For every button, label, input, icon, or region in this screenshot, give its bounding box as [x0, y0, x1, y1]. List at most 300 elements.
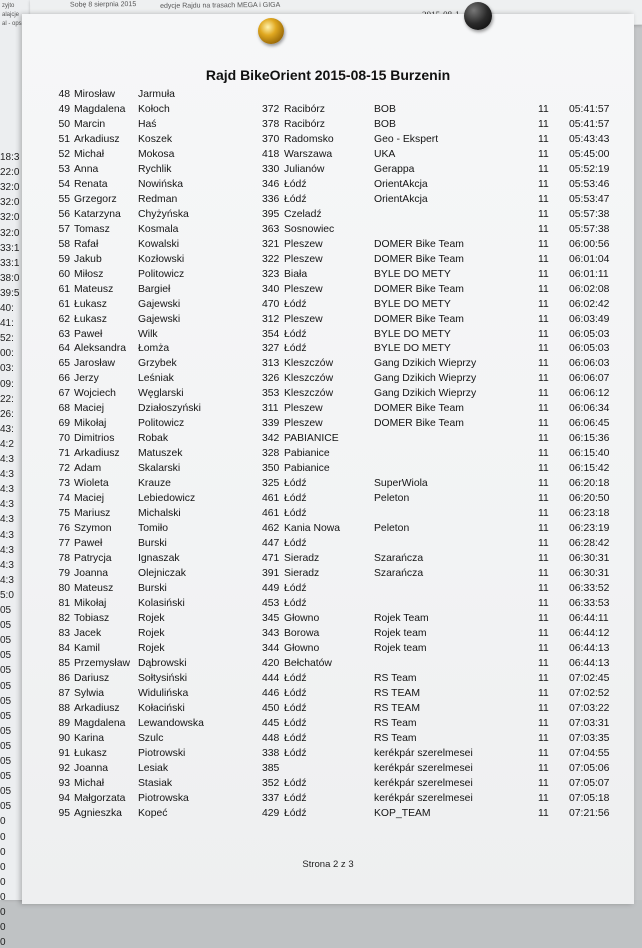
cell-cat: 11 [538, 568, 549, 580]
cell-cat: 11 [538, 313, 549, 325]
cell-city: Pleszew [284, 403, 323, 415]
table-row [22, 297, 634, 312]
left-fragment: 4:3 [0, 544, 14, 556]
cell-team: BYLE DO METY [374, 328, 451, 340]
cell-cat: 11 [538, 597, 549, 609]
table-row [22, 806, 634, 821]
cell-num: 353 [262, 388, 280, 400]
cell-time: 07:05:18 [569, 792, 610, 804]
cell-time: 06:20:18 [569, 478, 610, 490]
cell-num: 444 [262, 672, 280, 684]
left-fragment: 39:5 [0, 287, 20, 299]
table-row [22, 386, 634, 401]
left-fragment: 4:2 [0, 438, 14, 450]
table-row [22, 117, 634, 132]
cell-fn: Mikołaj [74, 597, 107, 609]
cell-fn: Łukasz [74, 747, 107, 759]
cell-ln: Kowalski [138, 238, 179, 250]
table-row [22, 566, 634, 581]
cell-num: 418 [262, 148, 280, 160]
cell-time: 07:04:55 [569, 747, 610, 759]
cell-ln: Działoszyński [138, 403, 201, 415]
cell-team: Szarańcza [374, 568, 424, 580]
cell-team: Rojek team [374, 642, 427, 654]
cell-fn: Renata [74, 178, 108, 190]
cell-no: 71 [58, 448, 70, 460]
cell-no: 72 [58, 463, 70, 475]
cell-team: OrientAkcja [374, 193, 428, 205]
table-row [22, 626, 634, 641]
cell-no: 70 [58, 433, 70, 445]
cell-time: 05:57:38 [569, 208, 610, 220]
cell-team: DOMER Bike Team [374, 283, 464, 295]
table-row [22, 656, 634, 671]
left-fragment: 32:0 [0, 182, 20, 194]
table-row [22, 746, 634, 761]
left-fragment: 22: [0, 393, 14, 405]
cell-fn: Agnieszka [74, 807, 122, 819]
cell-city: Julianów [284, 163, 325, 175]
cell-time: 06:06:03 [569, 358, 610, 370]
cell-no: 89 [58, 717, 70, 729]
cell-ln: Matuszek [138, 448, 183, 460]
cell-fn: Arkadiusz [74, 133, 120, 145]
cell-cat: 11 [538, 418, 549, 430]
table-row [22, 791, 634, 806]
cell-fn: Wojciech [74, 388, 116, 400]
cell-city: Łódź [284, 687, 307, 699]
cell-city: Pleszew [284, 283, 323, 295]
cell-ln: Jarmuła [138, 89, 175, 100]
cell-num: 336 [262, 193, 280, 205]
cell-time: 06:05:03 [569, 343, 610, 355]
table-row [22, 611, 634, 626]
cell-time: 07:03:22 [569, 702, 610, 714]
cell-ln: Gajewski [138, 313, 181, 325]
cell-ln: Robak [138, 433, 169, 445]
cell-time: 07:02:52 [569, 687, 610, 699]
cell-cat: 11 [538, 448, 549, 460]
cell-city: Łódź [284, 193, 307, 205]
cell-ln: Kołoch [138, 103, 170, 115]
cell-time: 07:21:56 [569, 807, 610, 819]
cell-ln: Politowicz [138, 268, 185, 280]
left-snippet: zyjto [2, 3, 15, 9]
left-fragment: 41: [0, 318, 14, 330]
cell-team: BOB [374, 103, 396, 115]
cell-no: 90 [58, 732, 70, 744]
cell-team: Gang Dzikich Wieprzy [374, 373, 477, 385]
cell-num: 354 [262, 328, 280, 340]
left-fragment: 0 [0, 861, 6, 873]
cell-num: 447 [262, 538, 280, 550]
cell-num: 363 [262, 223, 280, 235]
cell-cat: 11 [538, 657, 549, 669]
cell-no: 87 [58, 687, 70, 699]
table-row [22, 491, 634, 506]
cell-cat: 11 [538, 732, 549, 744]
cell-fn: Magdalena [74, 717, 126, 729]
cell-time: 06:33:53 [569, 597, 610, 609]
left-fragment: 4:3 [0, 529, 14, 541]
cell-num: 453 [262, 597, 280, 609]
cell-ln: Tomiło [138, 523, 169, 535]
table-row [22, 461, 634, 476]
cell-no: 95 [58, 807, 70, 819]
cell-ln: Sołtysiński [138, 672, 188, 684]
cell-city: Pabianice [284, 463, 330, 475]
cell-no: 74 [58, 493, 70, 505]
cell-num: 321 [262, 238, 280, 250]
cell-num: 461 [262, 508, 280, 520]
cell-fn: Mateusz [74, 283, 114, 295]
cell-ln: Nowińska [138, 178, 184, 190]
cell-city: PABIANICE [284, 433, 339, 445]
cell-time: 06:44:13 [569, 657, 610, 669]
left-fragment: 05 [0, 680, 12, 692]
cell-cat: 11 [538, 268, 549, 280]
left-fragment: 05 [0, 771, 12, 783]
cell-num: 325 [262, 478, 280, 490]
left-fragment: 05 [0, 650, 12, 662]
cell-no: 63 [58, 328, 70, 340]
cell-time: 06:05:03 [569, 328, 610, 340]
cell-no: 50 [58, 118, 70, 130]
cell-city: Biała [284, 268, 308, 280]
cell-city: Łódź [284, 597, 307, 609]
cell-team: RS Team [374, 672, 417, 684]
cell-city: Sieradz [284, 553, 320, 565]
cell-city: Łódź [284, 478, 307, 490]
cell-time: 06:15:36 [569, 433, 610, 445]
cell-ln: Politowicz [138, 418, 185, 430]
table-row [22, 401, 634, 416]
cell-fn: Karina [74, 732, 105, 744]
left-fragment: 4:3 [0, 514, 14, 526]
cell-ln: Wilk [138, 328, 158, 340]
cell-city: Kleszczów [284, 373, 334, 385]
cell-ln: Michalski [138, 508, 181, 520]
cell-team: Rojek Team [374, 612, 429, 624]
cell-ln: Ignaszak [138, 553, 180, 565]
cell-city: Czeladź [284, 208, 322, 220]
left-fragment: 09: [0, 378, 14, 390]
table-row [22, 207, 634, 222]
table-row [22, 701, 634, 716]
table-row [22, 551, 634, 566]
cell-time: 06:30:31 [569, 568, 610, 580]
table-row [22, 192, 634, 207]
cell-team: DOMER Bike Team [374, 313, 464, 325]
cell-team: DOMER Bike Team [374, 238, 464, 250]
cell-ln: Kopeć [138, 807, 168, 819]
cell-city: Pleszew [284, 418, 323, 430]
cell-city: Pleszew [284, 253, 323, 265]
cell-no: 68 [58, 403, 70, 415]
left-fragment: 0 [0, 907, 6, 918]
cell-city: Kania Nowa [284, 523, 341, 535]
cell-time: 06:06:07 [569, 373, 610, 385]
cell-team: kerékpár szerelmesei [374, 762, 473, 774]
left-fragment: 32:0 [0, 212, 20, 224]
cell-fn: Aleksandra [74, 343, 126, 355]
cell-city: Głowno [284, 642, 320, 654]
cell-city: Kleszczów [284, 388, 334, 400]
left-fragment: 05 [0, 740, 12, 752]
table-row [22, 446, 634, 461]
cell-num: 322 [262, 253, 280, 265]
cell-no: 56 [58, 208, 70, 220]
cell-no: 79 [58, 568, 70, 580]
cell-time: 06:15:40 [569, 448, 610, 460]
cell-cat: 11 [538, 373, 549, 385]
cell-fn: Sylwia [74, 687, 105, 699]
table-row [22, 87, 634, 102]
cell-fn: Dimitrios [74, 433, 115, 445]
left-fragment: 4:3 [0, 454, 14, 465]
cell-team: BYLE DO METY [374, 298, 451, 310]
cell-city: Bełchatów [284, 657, 332, 669]
cell-team: Gang Dzikich Wieprzy [374, 358, 477, 370]
cell-no: 61 [58, 283, 70, 295]
cell-ln: Gajewski [138, 298, 181, 310]
cell-ln: Szulc [138, 732, 164, 744]
cell-cat: 11 [538, 253, 549, 265]
cell-num: 391 [262, 568, 280, 580]
cell-ln: Krauze [138, 478, 171, 490]
page-footer: Strona 2 z 3 [302, 859, 354, 870]
cell-cat: 11 [538, 493, 549, 505]
cell-team: kerékpár szerelmesei [374, 747, 473, 759]
cell-num: 313 [262, 358, 280, 370]
cell-ln: Skalarski [138, 463, 181, 475]
cell-fn: Magdalena [74, 103, 126, 115]
cell-city: Sosnowiec [284, 223, 335, 235]
cell-no: 80 [58, 583, 70, 594]
cell-ln: Haś [138, 118, 157, 130]
cell-cat: 11 [538, 103, 549, 115]
left-fragment: 40: [0, 303, 14, 314]
cell-cat: 11 [538, 747, 549, 759]
cell-fn: Katarzyna [74, 208, 121, 220]
cell-no: 60 [58, 268, 70, 280]
cell-time: 06:44:12 [569, 627, 610, 639]
cell-ln: Rojek [138, 642, 165, 654]
cell-no: 48 [58, 89, 70, 100]
cell-city: Łódź [284, 807, 307, 819]
left-fragment: 26: [0, 408, 14, 420]
cell-fn: Przemysław [74, 657, 131, 669]
cell-team: KOP_TEAM [374, 807, 431, 819]
table-row [22, 686, 634, 701]
cell-cat: 11 [538, 178, 549, 190]
cell-no: 93 [58, 777, 70, 789]
cell-num: 344 [262, 642, 280, 654]
cell-cat: 11 [538, 687, 549, 699]
cell-time: 05:53:46 [569, 178, 610, 190]
cell-time: 05:52:19 [569, 163, 610, 175]
cell-time: 06:23:19 [569, 523, 610, 535]
cell-fn: Tomasz [74, 223, 110, 235]
left-fragment: 4:3 [0, 499, 14, 511]
cell-num: 470 [262, 298, 280, 310]
behind-snippet: Sobę 8 sierpnia 2015 [70, 1, 137, 9]
cell-time: 07:05:07 [569, 777, 610, 789]
cell-time: 05:41:57 [569, 118, 610, 130]
left-fragment: 05 [0, 620, 12, 632]
cell-no: 88 [58, 702, 70, 714]
cell-city: Łódź [284, 343, 307, 355]
cell-cat: 11 [538, 163, 549, 175]
cell-num: 372 [262, 103, 280, 115]
cell-num: 461 [262, 493, 280, 505]
cell-time: 05:43:43 [569, 133, 610, 145]
cell-no: 85 [58, 657, 70, 669]
cell-num: 311 [262, 403, 279, 415]
left-fragment: 05 [0, 635, 12, 647]
cell-cat: 11 [538, 672, 549, 684]
cell-fn: Kamil [74, 642, 100, 654]
cell-num: 445 [262, 717, 280, 729]
table-row [22, 162, 634, 177]
left-fragment: 5:0 [0, 589, 14, 601]
table-row [22, 596, 634, 611]
cell-time: 06:28:42 [569, 538, 610, 550]
cell-team: Szarańcza [374, 553, 424, 565]
behind-snippet: edycje Rajdu na trasach MEGA i GIGA [160, 1, 281, 10]
cell-team: BYLE DO METY [374, 268, 451, 280]
cell-cat: 11 [538, 702, 549, 714]
cell-num: 323 [262, 268, 280, 280]
cell-no: 51 [58, 133, 70, 145]
cell-cat: 11 [538, 777, 549, 789]
cell-city: Łódź [284, 672, 307, 684]
cell-city: Łódź [284, 328, 307, 340]
cell-cat: 11 [538, 208, 549, 220]
table-row [22, 761, 634, 776]
cell-team: Gerappa [374, 163, 415, 175]
cell-ln: Rychlik [138, 163, 172, 175]
cell-city: Pleszew [284, 313, 323, 325]
cell-time: 06:30:31 [569, 553, 610, 565]
cell-cat: 11 [538, 627, 549, 639]
cell-ln: Dąbrowski [138, 657, 187, 669]
cell-fn: Adam [74, 463, 102, 475]
cell-no: 86 [58, 672, 70, 684]
cell-fn: Jakub [74, 253, 102, 265]
cell-num: 338 [262, 747, 280, 759]
cell-team: RS Team [374, 732, 417, 744]
cell-fn: Tobiasz [74, 612, 110, 624]
table-row [22, 312, 634, 327]
gold-pushpin-icon [258, 18, 284, 44]
cell-time: 06:20:50 [569, 493, 610, 505]
left-fragment: 0 [0, 922, 6, 934]
cell-cat: 11 [538, 717, 549, 729]
cell-fn: Łukasz [74, 298, 107, 310]
cell-num: 352 [262, 777, 280, 789]
cell-fn: Wioleta [74, 478, 109, 490]
cell-ln: Widulińska [138, 687, 189, 699]
cell-time: 07:03:35 [569, 732, 610, 744]
table-row [22, 476, 634, 491]
cell-city: Racibórz [284, 103, 325, 115]
cell-ln: Kolasiński [138, 597, 185, 609]
cell-fn: Paweł [74, 538, 103, 550]
cell-fn: Maciej [74, 403, 105, 415]
left-fragment: 18:3 [0, 152, 20, 163]
cell-fn: Arkadiusz [74, 702, 120, 714]
cell-fn: Szymon [74, 523, 112, 535]
cell-cat: 11 [538, 523, 549, 535]
left-fragment: 22:0 [0, 167, 20, 179]
cell-time: 05:57:38 [569, 223, 610, 235]
cell-fn: Arkadiusz [74, 448, 120, 460]
cell-time: 06:02:08 [569, 283, 610, 295]
cell-no: 54 [58, 178, 70, 190]
table-row [22, 431, 634, 446]
cell-city: Łódź [284, 747, 307, 759]
cell-time: 06:06:12 [569, 388, 610, 400]
table-row [22, 147, 634, 162]
cell-num: 327 [262, 343, 280, 355]
cell-ln: Koszek [138, 133, 173, 145]
cell-cat: 11 [538, 223, 549, 235]
table-row [22, 282, 634, 297]
cell-num: 328 [262, 448, 280, 460]
left-fragment: 00: [0, 348, 14, 360]
cell-fn: Mirosław [74, 89, 115, 100]
left-fragment: 38:0 [0, 272, 20, 284]
table-row [22, 102, 634, 117]
cell-city: Sieradz [284, 568, 320, 580]
cell-fn: Miłosz [74, 268, 104, 280]
cell-no: 76 [58, 523, 70, 535]
left-fragment: 0 [0, 846, 6, 858]
left-fragment: 33:1 [0, 242, 20, 254]
cell-no: 73 [58, 478, 70, 490]
cell-num: 339 [262, 418, 280, 430]
left-fragment: 0 [0, 891, 6, 903]
cell-time: 07:05:06 [569, 762, 610, 774]
table-row [22, 581, 634, 596]
cell-no: 57 [58, 223, 70, 235]
cell-cat: 11 [538, 762, 549, 774]
cell-cat: 11 [538, 583, 549, 594]
cell-city: Łódź [284, 792, 307, 804]
cell-num: 420 [262, 657, 280, 669]
left-fragment: 05 [0, 665, 12, 677]
table-row [22, 506, 634, 521]
cell-time: 07:03:31 [569, 717, 610, 729]
cell-ln: Węglarski [138, 388, 184, 400]
left-fragment: 43: [0, 423, 14, 435]
cell-no: 62 [58, 313, 70, 325]
cell-cat: 11 [538, 133, 549, 145]
cell-cat: 11 [538, 388, 549, 400]
cell-num: 340 [262, 283, 280, 295]
table-row [22, 416, 634, 431]
cell-ln: Piotrowski [138, 747, 186, 759]
cell-city: Kleszczów [284, 358, 334, 370]
cell-num: 312 [262, 313, 280, 325]
cell-time: 06:01:04 [569, 253, 610, 265]
cell-city: Pleszew [284, 238, 323, 250]
cell-fn: Anna [74, 163, 99, 175]
cell-num: 346 [262, 178, 280, 190]
cell-city: Łódź [284, 298, 307, 310]
cell-cat: 11 [538, 118, 549, 130]
